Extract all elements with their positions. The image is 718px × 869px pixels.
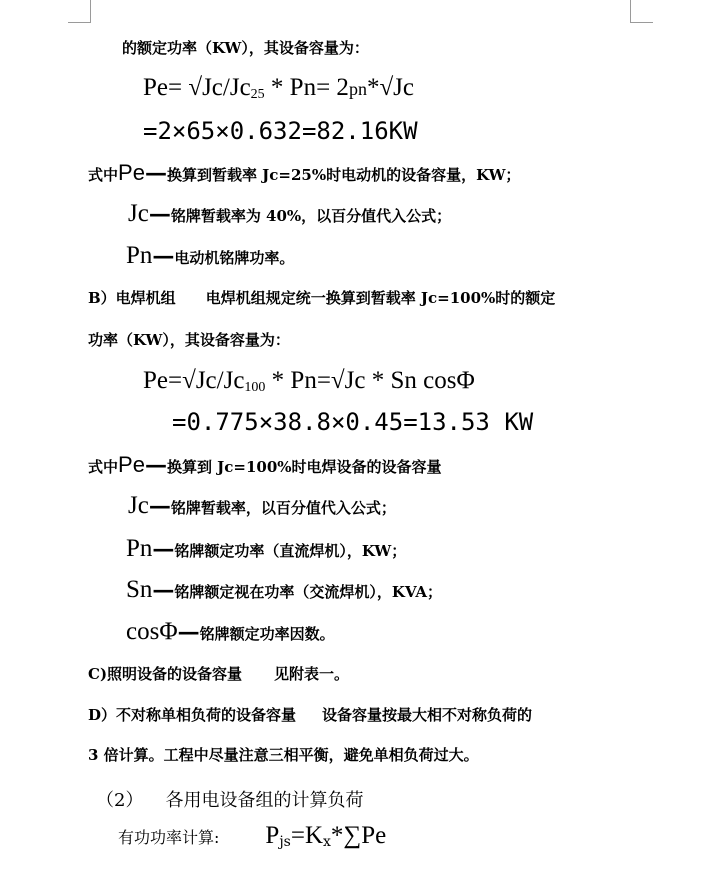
page-corner-mark-left bbox=[68, 0, 91, 23]
section-d-title: D）不对称单相负荷的设备容量 设备容量按最大相不对称负荷的 bbox=[88, 706, 533, 724]
formula-welder-result: =0.775×38.8×0.45=13.53 KW bbox=[172, 408, 534, 436]
definition-cos-phi: cosΦ—铭牌额定功率因数。 bbox=[126, 618, 335, 645]
definition-pe-motor: 式中Pe—换算到暂载率 Jc=25%时电动机的设备容量，KW； bbox=[88, 160, 521, 186]
text-line-rated-power: 的额定功率（KW），其设备容量为： bbox=[122, 39, 369, 57]
page-corner-mark-right bbox=[630, 0, 653, 23]
definition-jc-motor: Jc—铭牌暂载率为 40%，以百分值代入公式； bbox=[128, 200, 452, 227]
definition-jc-welder: Jc—铭牌暂载率，以百分值代入公式； bbox=[128, 492, 396, 519]
section-b-continued: 功率（KW），其设备容量为： bbox=[88, 331, 290, 349]
section-2-heading: （2） 各用电设备组的计算负荷 bbox=[96, 790, 364, 811]
definition-sn-welder: Sn—铭牌额定视在功率（交流焊机），KVA； bbox=[126, 576, 443, 603]
definition-pe-welder: 式中Pe—换算到 Jc=100%时电焊设备的设备容量 bbox=[88, 452, 442, 478]
section-b-title: B）电焊机组 电焊机组规定统一换算到暂载率 Jc=100%时的额定 bbox=[88, 289, 556, 307]
formula-motor-result: =2×65×0.632=82.16KW bbox=[143, 117, 418, 145]
definition-pn-motor: Pn—电动机铭牌功率。 bbox=[126, 242, 295, 269]
definition-pn-welder: Pn—铭牌额定功率（直流焊机），KW； bbox=[126, 535, 407, 562]
section-d-continued: 3 倍计算。工程中尽量注意三相平衡，避免单相负荷过大。 bbox=[88, 746, 479, 764]
section-c-lighting: C)照明设备的设备容量 见附表一。 bbox=[88, 665, 350, 683]
formula-welder-pe: $Pe=√Jc/Jc_{100} * Pn=√Jc * Sn$ cosΦ bbox=[143, 367, 475, 395]
active-power-formula: 有功功率计算: Pjs=Kx*∑Pe bbox=[118, 822, 387, 850]
formula-motor-pe: $Pe= √Jc/Jc_{25} * Pn= 2pn*√Jc$ bbox=[143, 74, 414, 102]
